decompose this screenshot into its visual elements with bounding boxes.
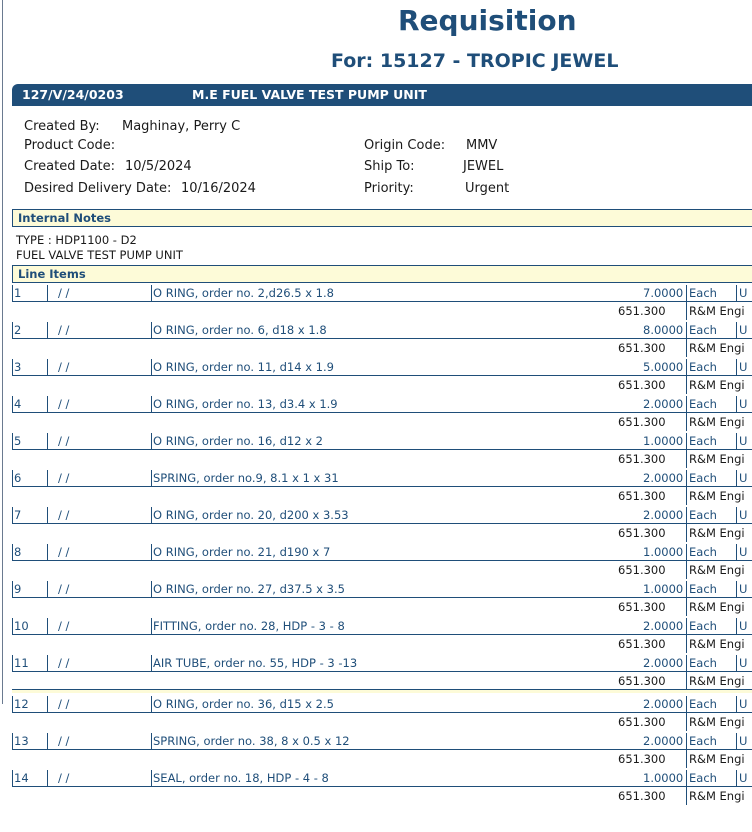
line-number: 4	[14, 397, 22, 411]
table-row-detail	[12, 339, 752, 357]
line-number: 2	[14, 323, 22, 337]
line-quantity: 5.0000	[643, 360, 684, 374]
table-row-detail	[12, 561, 752, 579]
line-extra: U	[739, 771, 748, 785]
line-number: 7	[14, 508, 22, 522]
line-quantity: 2.0000	[643, 471, 684, 485]
requisition-number: 127/V/24/0203	[22, 87, 124, 102]
cell-divider	[47, 696, 48, 713]
cell-divider	[151, 696, 152, 713]
cell-divider	[47, 359, 48, 376]
internal-note-line: TYPE : HDP1100 - D2	[16, 233, 137, 247]
cell-divider	[47, 581, 48, 598]
line-quantity: 2.0000	[643, 656, 684, 670]
line-unit: Each	[689, 397, 717, 411]
cell-divider	[686, 359, 687, 376]
table-row	[12, 770, 752, 787]
line-account-code: 651.300	[618, 752, 666, 766]
cell-divider	[686, 713, 687, 731]
line-unit: Each	[689, 619, 717, 633]
table-row	[12, 696, 752, 713]
table-row-detail	[12, 598, 752, 616]
cell-divider	[151, 618, 152, 635]
cell-divider	[736, 655, 737, 672]
table-row	[12, 433, 752, 450]
cell-divider	[47, 544, 48, 561]
line-date: / /	[58, 360, 70, 374]
cell-divider	[736, 359, 737, 376]
line-description: AIR TUBE, order no. 55, HDP - 3 -13	[153, 656, 358, 670]
line-account-code: 651.300	[618, 600, 666, 614]
line-items-header	[12, 265, 752, 283]
cell-divider	[686, 376, 687, 394]
cell-divider	[736, 770, 737, 787]
line-account-code: 651.300	[618, 715, 666, 729]
cell-divider	[12, 544, 13, 561]
line-date: / /	[58, 471, 70, 485]
cell-divider	[47, 618, 48, 635]
line-quantity: 2.0000	[643, 619, 684, 633]
cell-divider	[686, 339, 687, 357]
line-unit: Each	[689, 508, 717, 522]
line-number: 14	[14, 771, 29, 785]
cell-divider	[736, 396, 737, 413]
cell-divider	[47, 285, 48, 302]
line-department: R&M Engi	[689, 452, 745, 466]
table-row-detail	[12, 713, 752, 731]
internal-notes-body	[16, 233, 183, 263]
cell-divider	[686, 581, 687, 598]
line-date: / /	[58, 434, 70, 448]
line-unit: Each	[689, 360, 717, 374]
line-account-code: 651.300	[618, 415, 666, 429]
line-department: R&M Engi	[689, 789, 745, 803]
table-row	[12, 322, 752, 339]
line-account-code: 651.300	[618, 674, 666, 688]
internal-notes-label: Internal Notes	[18, 211, 111, 225]
line-account-code: 651.300	[618, 341, 666, 355]
line-quantity: 2.0000	[643, 397, 684, 411]
cell-divider	[736, 581, 737, 598]
line-extra: U	[739, 286, 748, 300]
internal-notes-header	[12, 209, 752, 227]
cell-divider	[151, 581, 152, 598]
cell-divider	[736, 433, 737, 450]
internal-note-line: FUEL VALVE TEST PUMP UNIT	[16, 248, 183, 262]
line-unit: Each	[689, 734, 717, 748]
cell-divider	[151, 655, 152, 672]
page-break-separator	[12, 689, 752, 693]
line-date: / /	[58, 771, 70, 785]
line-department: R&M Engi	[689, 304, 745, 318]
cell-divider	[12, 470, 13, 487]
cell-divider	[686, 787, 687, 805]
cell-divider	[736, 285, 737, 302]
line-description: O RING, order no. 20, d200 x 3.53	[153, 508, 349, 522]
line-quantity: 1.0000	[643, 545, 684, 559]
line-account-code: 651.300	[618, 637, 666, 651]
table-row	[12, 618, 752, 635]
line-extra: U	[739, 434, 748, 448]
created-date-label: Created Date:	[24, 159, 116, 174]
line-date: / /	[58, 697, 70, 711]
cell-divider	[12, 322, 13, 339]
line-unit: Each	[689, 771, 717, 785]
cell-divider	[686, 635, 687, 653]
cell-divider	[151, 470, 152, 487]
created-by-value: Maghinay, Perry C	[122, 119, 241, 134]
line-department: R&M Engi	[689, 378, 745, 392]
line-extra: U	[739, 582, 748, 596]
cell-divider	[12, 507, 13, 524]
line-quantity: 7.0000	[643, 286, 684, 300]
table-row	[12, 470, 752, 487]
cell-divider	[12, 696, 13, 713]
cell-divider	[47, 322, 48, 339]
line-description: O RING, order no. 21, d190 x 7	[153, 545, 331, 559]
line-unit: Each	[689, 582, 717, 596]
origin-code-label: Origin Code:	[364, 138, 446, 153]
page-subtitle: For: 15127 - TROPIC JEWEL	[331, 50, 619, 72]
priority-label: Priority:	[364, 181, 414, 196]
line-number: 6	[14, 471, 22, 485]
line-extra: U	[739, 734, 748, 748]
cell-divider	[151, 433, 152, 450]
line-number: 13	[14, 734, 29, 748]
cell-divider	[686, 285, 687, 302]
line-extra: U	[739, 508, 748, 522]
cell-divider	[736, 507, 737, 524]
line-account-code: 651.300	[618, 452, 666, 466]
cell-divider	[47, 507, 48, 524]
cell-divider	[686, 524, 687, 542]
table-row-detail	[12, 672, 752, 690]
table-row	[12, 396, 752, 413]
cell-divider	[151, 285, 152, 302]
cell-divider	[12, 655, 13, 672]
cell-divider	[686, 598, 687, 616]
cell-divider	[686, 396, 687, 413]
cell-divider	[151, 770, 152, 787]
table-row	[12, 507, 752, 524]
line-department: R&M Engi	[689, 752, 745, 766]
priority-value: Urgent	[465, 181, 510, 196]
cell-divider	[47, 433, 48, 450]
line-description: SEAL, order no. 18, HDP - 4 - 8	[153, 771, 329, 785]
table-row	[12, 581, 752, 598]
cell-divider	[12, 285, 13, 302]
line-unit: Each	[689, 545, 717, 559]
cell-divider	[686, 750, 687, 768]
line-items-label: Line Items	[18, 267, 86, 281]
cell-divider	[47, 770, 48, 787]
line-number: 10	[14, 619, 29, 633]
line-unit: Each	[689, 471, 717, 485]
line-quantity: 2.0000	[643, 734, 684, 748]
line-description: O RING, order no. 6, d18 x 1.8	[153, 323, 327, 337]
line-description: O RING, order no. 16, d12 x 2	[153, 434, 323, 448]
requisition-description: M.E FUEL VALVE TEST PUMP UNIT	[192, 87, 427, 102]
cell-divider	[47, 733, 48, 750]
table-row-detail	[12, 635, 752, 653]
cell-divider	[736, 733, 737, 750]
line-quantity: 1.0000	[643, 771, 684, 785]
cell-divider	[686, 450, 687, 468]
line-description: FITTING, order no. 28, HDP - 3 - 8	[153, 619, 345, 633]
table-row-detail	[12, 487, 752, 505]
cell-divider	[151, 322, 152, 339]
line-account-code: 651.300	[618, 489, 666, 503]
line-account-code: 651.300	[618, 789, 666, 803]
desired-delivery-label: Desired Delivery Date:	[24, 181, 172, 196]
line-description: O RING, order no. 27, d37.5 x 3.5	[153, 582, 345, 596]
line-department: R&M Engi	[689, 415, 745, 429]
line-date: / /	[58, 286, 70, 300]
line-account-code: 651.300	[618, 563, 666, 577]
line-date: / /	[58, 508, 70, 522]
cell-divider	[736, 470, 737, 487]
cell-divider	[47, 396, 48, 413]
line-number: 12	[14, 697, 29, 711]
line-account-code: 651.300	[618, 526, 666, 540]
line-date: / /	[58, 619, 70, 633]
cell-divider	[151, 396, 152, 413]
line-quantity: 1.0000	[643, 582, 684, 596]
cell-divider	[12, 396, 13, 413]
line-description: SPRING, order no.9, 8.1 x 1 x 31	[153, 471, 339, 485]
table-row-detail	[12, 524, 752, 542]
line-unit: Each	[689, 323, 717, 337]
line-unit: Each	[689, 697, 717, 711]
origin-code-value: MMV	[466, 138, 498, 153]
page-title: Requisition	[398, 4, 577, 37]
table-row	[12, 359, 752, 376]
table-row-detail	[12, 376, 752, 394]
line-number: 3	[14, 360, 22, 374]
table-row	[12, 285, 752, 302]
line-date: / /	[58, 397, 70, 411]
line-department: R&M Engi	[689, 341, 745, 355]
cell-divider	[686, 302, 687, 320]
cell-divider	[151, 359, 152, 376]
line-description: O RING, order no. 36, d15 x 2.5	[153, 697, 334, 711]
desired-delivery-value: 10/16/2024	[181, 181, 256, 196]
line-department: R&M Engi	[689, 674, 745, 688]
line-extra: U	[739, 323, 748, 337]
line-quantity: 8.0000	[643, 323, 684, 337]
line-description: O RING, order no. 13, d3.4 x 1.9	[153, 397, 338, 411]
requisition-header-bar	[12, 84, 752, 106]
created-date-value: 10/5/2024	[125, 159, 192, 174]
cell-divider	[686, 470, 687, 487]
cell-divider	[686, 696, 687, 713]
cell-divider	[736, 322, 737, 339]
cell-divider	[686, 561, 687, 579]
line-quantity: 2.0000	[643, 697, 684, 711]
line-extra: U	[739, 545, 748, 559]
table-row	[12, 733, 752, 750]
line-extra: U	[739, 619, 748, 633]
line-date: / /	[58, 656, 70, 670]
cell-divider	[686, 544, 687, 561]
cell-divider	[686, 770, 687, 787]
table-row	[12, 544, 752, 561]
ship-to-value: JEWEL	[463, 159, 504, 174]
line-extra: U	[739, 360, 748, 374]
table-row-detail	[12, 450, 752, 468]
line-department: R&M Engi	[689, 563, 745, 577]
table-row	[12, 655, 752, 672]
product-code-label: Product Code:	[24, 138, 116, 153]
cell-divider	[686, 433, 687, 450]
line-date: / /	[58, 734, 70, 748]
cell-divider	[12, 581, 13, 598]
line-number: 1	[14, 286, 22, 300]
line-quantity: 2.0000	[643, 508, 684, 522]
cell-divider	[686, 507, 687, 524]
cell-divider	[12, 618, 13, 635]
cell-divider	[151, 544, 152, 561]
table-row-detail	[12, 787, 752, 805]
cell-divider	[686, 413, 687, 431]
line-department: R&M Engi	[689, 637, 745, 651]
line-number: 11	[14, 656, 29, 670]
cell-divider	[47, 470, 48, 487]
line-department: R&M Engi	[689, 715, 745, 729]
cell-divider	[736, 696, 737, 713]
line-department: R&M Engi	[689, 489, 745, 503]
line-account-code: 651.300	[618, 304, 666, 318]
cell-divider	[686, 487, 687, 505]
line-number: 9	[14, 582, 22, 596]
line-date: / /	[58, 323, 70, 337]
line-extra: U	[739, 471, 748, 485]
cell-divider	[736, 544, 737, 561]
line-description: O RING, order no. 2,d26.5 x 1.8	[153, 286, 334, 300]
line-extra: U	[739, 697, 748, 711]
cell-divider	[686, 733, 687, 750]
cell-divider	[12, 359, 13, 376]
line-department: R&M Engi	[689, 526, 745, 540]
line-extra: U	[739, 656, 748, 670]
cell-divider	[12, 433, 13, 450]
table-row-detail	[12, 302, 752, 320]
cell-divider	[47, 655, 48, 672]
line-number: 5	[14, 434, 22, 448]
cell-divider	[686, 672, 687, 690]
page-left-rule	[2, 0, 3, 704]
line-account-code: 651.300	[618, 378, 666, 392]
table-row-detail	[12, 750, 752, 768]
cell-divider	[686, 322, 687, 339]
cell-divider	[686, 655, 687, 672]
cell-divider	[151, 507, 152, 524]
line-quantity: 1.0000	[643, 434, 684, 448]
created-by-label: Created By:	[24, 119, 100, 134]
line-unit: Each	[689, 434, 717, 448]
cell-divider	[151, 733, 152, 750]
cell-divider	[736, 618, 737, 635]
line-description: SPRING, order no. 38, 8 x 0.5 x 12	[153, 734, 350, 748]
line-department: R&M Engi	[689, 600, 745, 614]
line-description: O RING, order no. 11, d14 x 1.9	[153, 360, 334, 374]
cell-divider	[12, 770, 13, 787]
table-row-detail	[12, 413, 752, 431]
line-number: 8	[14, 545, 22, 559]
line-extra: U	[739, 397, 748, 411]
cell-divider	[686, 618, 687, 635]
cell-divider	[12, 733, 13, 750]
line-date: / /	[58, 545, 70, 559]
line-unit: Each	[689, 656, 717, 670]
line-unit: Each	[689, 286, 717, 300]
line-date: / /	[58, 582, 70, 596]
ship-to-label: Ship To:	[364, 159, 415, 174]
